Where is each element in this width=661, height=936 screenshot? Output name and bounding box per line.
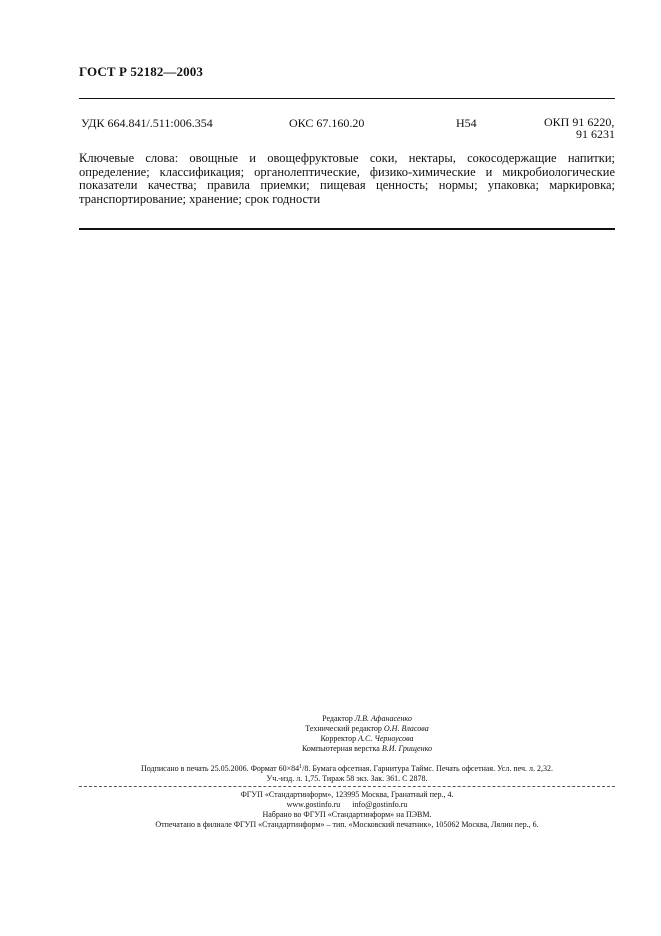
corrector-name: А.С. Черноусова [358,734,414,743]
layout-label: Компьютерная верстка [301,744,380,753]
okp-line-1: ОКП 91 6220, [544,115,615,129]
udk-code: УДК 664.841/.511:006.354 [81,116,213,130]
standard-code: ГОСТ Р 52182—2003 [79,64,203,79]
corrector-line [119,734,615,744]
publisher-line: ФГУП «Стандартинформ», 123995 Москва, Гранатный пер., 4. [240,790,454,799]
imprint-block [79,714,615,830]
editor-line [119,714,615,724]
printed-line: Отпечатано в филиале ФГУП «Стандартинформ» – тип. «Московский печатник», 105062 Москва, Лялин пер., 6. [155,820,539,829]
group-code: Н54 [456,116,477,130]
signed-text-a: Подписано в печать 25.05.2006. Формат 60×84 [141,764,300,773]
layout-line [119,744,615,754]
imprint-divider [79,786,615,787]
credits [79,714,615,754]
format-sub: /8 [302,764,309,773]
okp-code [544,116,615,140]
tech-editor-name: О.Н. Власова [383,724,429,733]
keywords-paragraph: Ключевые слова: овощные и овощефруктовые соки, нектары, сокосодержащие напитки; определение; классификация; органолептические, физико-химические и микробиологические показатели качества; правила приемки; пищевая ценность; нормы; упаковка; маркировка; транспортирование; хранение; срок годности [79,151,615,206]
print-details-line-1 [79,762,615,774]
oks-code: ОКС 67.160.20 [289,116,365,130]
tech-editor-label: Технический редактор [305,724,382,733]
classification-row [79,116,615,146]
contact-line [79,800,615,810]
signed-text-b: . Бумага офсетная. Гарнитура Таймс. Печать офсетная. Усл. печ. л. 2,32. [308,764,553,773]
okp-line-2: 91 6231 [576,127,615,141]
email-link[interactable]: info@gostinfo.ru [352,800,408,809]
tech-editor-line [119,724,615,734]
corrector-label: Корректор [320,734,357,743]
print-details-line-2: Уч.-изд. л. 1,75. Тираж 58 экз. Зак. 361. С 2878. [266,774,428,783]
print-details [79,762,615,784]
editor-label: Редактор [322,714,353,723]
editor-name: Л.В. Афанасенко [354,714,412,723]
format-sup: 1 [299,764,303,770]
typeset-line: Набрано во ФГУП «Стандартинформ» на ПЭВМ. [262,810,432,819]
bottom-divider [79,228,615,230]
website-link[interactable]: www.gostinfo.ru [286,800,341,809]
layout-name: В.И. Грищенко [381,744,433,753]
top-divider [79,98,615,99]
